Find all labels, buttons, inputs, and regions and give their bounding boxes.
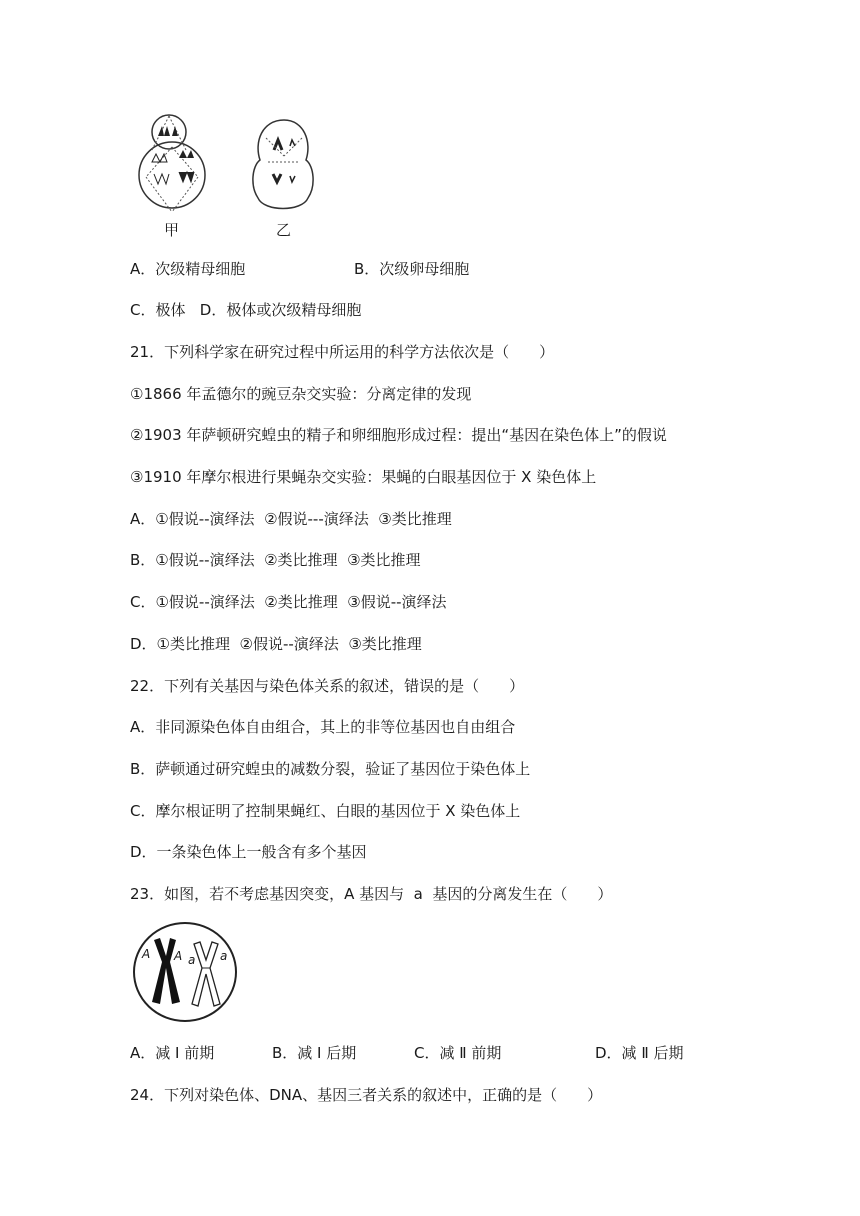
- gene-label-2: A: [174, 949, 183, 963]
- q21-option-a: A．①假说--演绎法 ②假说---演绎法 ③类比推理: [130, 510, 452, 528]
- q20-option-a: A．次级精母细胞: [130, 260, 246, 278]
- q21-item-3: ③1910 年摩尔根进行果蝇杂交实验：果蝇的白眼基因位于 X 染色体上: [130, 468, 597, 486]
- cell-division-figure: [134, 112, 334, 242]
- chromosome-figure: [132, 920, 238, 1024]
- q22-option-d: D．一条染色体上一般含有多个基因: [130, 843, 367, 861]
- q22-option-c: C．摩尔根证明了控制果蝇红、白眼的基因位于 X 染色体上: [130, 802, 521, 820]
- q21-stem: 21．下列科学家在研究过程中所运用的科学方法依次是（ ）: [130, 343, 555, 361]
- q23-option-a: A．减 Ⅰ 前期: [130, 1044, 215, 1062]
- q22-option-a: A．非同源染色体自由组合，其上的非等位基因也自由组合: [130, 718, 516, 736]
- q20-option-cd: C．极体 D．极体或次级精母细胞: [130, 301, 362, 319]
- q21-item-2: ②1903 年萨顿研究蝗虫的精子和卵细胞形成过程：提出“基因在染色体上”的假说: [130, 426, 667, 444]
- chromosome-drawing: [132, 920, 238, 1024]
- q23-stem: 23．如图，若不考虑基因突变，A 基因与 a 基因的分离发生在（ ）: [130, 885, 613, 903]
- cell-label-right: 乙: [276, 221, 292, 239]
- q23-option-b: B．减 Ⅰ 后期: [272, 1044, 357, 1062]
- q23-option-d: D．减 Ⅱ 后期: [595, 1044, 684, 1062]
- q22-option-b: B．萨顿通过研究蝗虫的减数分裂，验证了基因位于染色体上: [130, 760, 531, 778]
- q21-item-1: ①1866 年孟德尔的豌豆杂交实验：分离定律的发现: [130, 385, 472, 403]
- q22-stem: 22．下列有关基因与染色体关系的叙述，错误的是（ ）: [130, 677, 525, 695]
- q21-option-d: D．①类比推理 ②假说--演绎法 ③类比推理: [130, 635, 422, 653]
- q21-option-b: B．①假说--演绎法 ②类比推理 ③类比推理: [130, 551, 421, 569]
- q20-option-b: B．次级卵母细胞: [354, 260, 470, 278]
- gene-label-1: A: [142, 947, 151, 961]
- q23-option-c: C．减 Ⅱ 前期: [414, 1044, 502, 1062]
- q21-option-c: C．①假说--演绎法 ②类比推理 ③假说--演绎法: [130, 593, 447, 611]
- cell-label-left: 甲: [164, 221, 180, 239]
- gene-label-3: a: [188, 953, 196, 967]
- q24-stem: 24．下列对染色体、DNA、基因三者关系的叙述中，正确的是（ ）: [130, 1086, 603, 1104]
- gene-label-4: a: [220, 949, 228, 963]
